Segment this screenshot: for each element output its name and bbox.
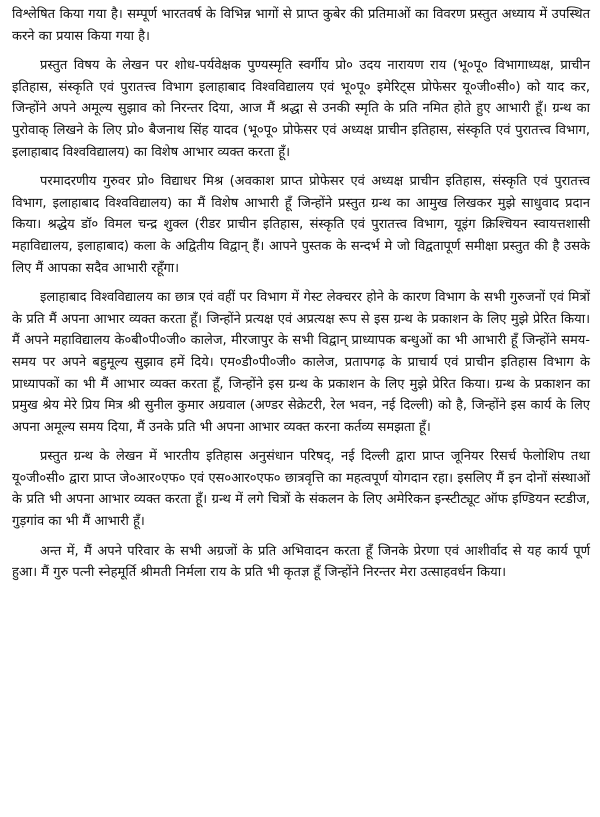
paragraph-fellowship-thanks: प्रस्तुत ग्रन्थ के लेखन में भारतीय इतिहास अनुसंधान परिषद्, नई दिल्ली द्वारा प्राप्त जूनियर रिसर्च फेलोशिप तथा यू०जी०सी० द्वारा प्राप्त जे०आर०एफ० एवं एस०आर०एफ० छात्रवृत्ति का महत्वपूर्ण योगदान रहा। इसलिए मैं इन दोनों संस्थाओं के प्रति भी अपना आभार व्यक्त करता हूँ। ग्रन्थ में लगे चित्रों के संकलन के लिए अमेरिकन इन्स्टीट्यूट ऑफ इण्डियन स्टडीज, गुड़गांव का भी मैं आभारी हूँ।: [12, 449, 590, 530]
paragraph-guru-thanks: परमादरणीय गुरुवर प्रो० विद्याधर मिश्र (अवकाश प्राप्त प्रोफेसर एवं अध्यक्ष प्राचीन इतिहास, संस्कृति एवं पुरातत्त्व विभाग, इलाहाबाद विश्वविद्यालय) का मैं विशेष आभारी हूँ जिन्होंने प्रस्तुत ग्रन्थ का आमुख लिखकर मुझे साधुवाद प्रदान किया। श्रद्धेय डॉ० विमल चन्द्र शुक्ल (रीडर प्राचीन इतिहास, संस्कृति एवं पुरातत्त्व विभाग, यूइंग क्रिश्चियन स्वायत्तशासी महाविद्यालय, इलाहाबाद) कला के अद्वितीय विद्वान् हैं। आपने पुस्तक के सन्दर्भ मे जो विद्वतापूर्ण समीक्षा प्रस्तुत की है उसके लिए मैं आपका सदैव आभारी रहूँगा।: [12, 174, 590, 276]
paragraph-chapter-summary: विश्लेषित किया गया है। सम्पूर्ण भारतवर्ष के विभिन्न भागों से प्राप्त कुबेर की प्रतिमाओं का विवरण प्रस्तुत अध्याय में उपस्थित करने का प्रयास किया गया है।: [12, 7, 590, 44]
paragraph-supervisor-thanks: प्रस्तुत विषय के लेखन पर शोध-पर्यवेक्षक पुण्यस्मृति स्वर्गीय प्रो० उदय नारायण राय (भू०पू० विभागाध्यक्ष, प्राचीन इतिहास, संस्कृति एवं पुरातत्त्व विभाग इलाहाबाद विश्वविद्यालय एवं भू०पू० इमेरिट्स प्रोफेसर यू०जी०सी०) को याद कर, जिन्होंने अपने अमूल्य सुझाव को निरन्तर दिया, आज मैं श्रद्धा से उनकी स्मृति के प्रति नमित होते हुए आभारी हूँ। ग्रन्थ का पुरोवाक् लिखने के लिए प्रो० बैजनाथ सिंह यादव (भू०पू० प्रोफेसर एवं अध्यक्ष प्राचीन इतिहास, संस्कृति एवं पुरातत्त्व विभाग, इलाहाबाद विश्वविद्यालय) का विशेष आभार व्यक्त करता हूँ।: [12, 58, 590, 160]
paragraph-family-thanks: अन्त में, मैं अपने परिवार के सभी अग्रजों के प्रति अभिवादन करता हूँ जिनके प्रेरणा एवं आशीर्वाद से यह कार्य पूर्ण हुआ। मैं गुरु पत्नी स्नेहमूर्ति श्रीमती निर्मला राय के प्रति भी कृतज्ञ हूँ जिन्होंने निरन्तर मेरा उत्साहवर्धन किया।: [12, 543, 590, 581]
paragraph-university-thanks: इलाहाबाद विश्वविद्यालय का छात्र एवं वहीं पर विभाग में गेस्ट लेक्चरर होने के कारण विभाग के सभी गुरुजनों एवं मित्रों के प्रति मैं अपना आभार व्यक्त करता हूँ। जिन्होंने प्रत्यक्ष एवं अप्रत्यक्ष रूप से इस ग्रन्थ के प्रकाशन के लिए मुझे प्रेरित किया। मैं अपने महाविद्यालय के०बी०पी०जी० कालेज, मीरजापुर के सभी विद्वान् प्राध्यापक बन्धुओं का भी आभारी हूँ जिन्होंने समय-समय पर अपने बहुमूल्य सुझाव हमें दिये। एम०डी०पी०जी० कालेज, प्रतापगढ़ के प्राचार्य एवं प्राचीन इतिहास विभाग के प्राध्यापकों का भी मैं आभार व्यक्त करता हूँ, जिन्होंने इस ग्रन्थ के प्रकाशन के लिए मुझे प्रेरित किया। ग्रन्थ के प्रकाशन का प्रमुख श्रेय मेरे प्रिय मित्र श्री सुनील कुमार अग्रवाल (अण्डर सेक्रेटरी, रेल भवन, नई दिल्ली) को है, जिन्होंने इस कार्य के लिए अपना अमूल्य समय दिया, मैं उनके प्रति भी अपना आभार व्यक्त करना कर्तव्य समझता हूँ।: [12, 290, 590, 435]
